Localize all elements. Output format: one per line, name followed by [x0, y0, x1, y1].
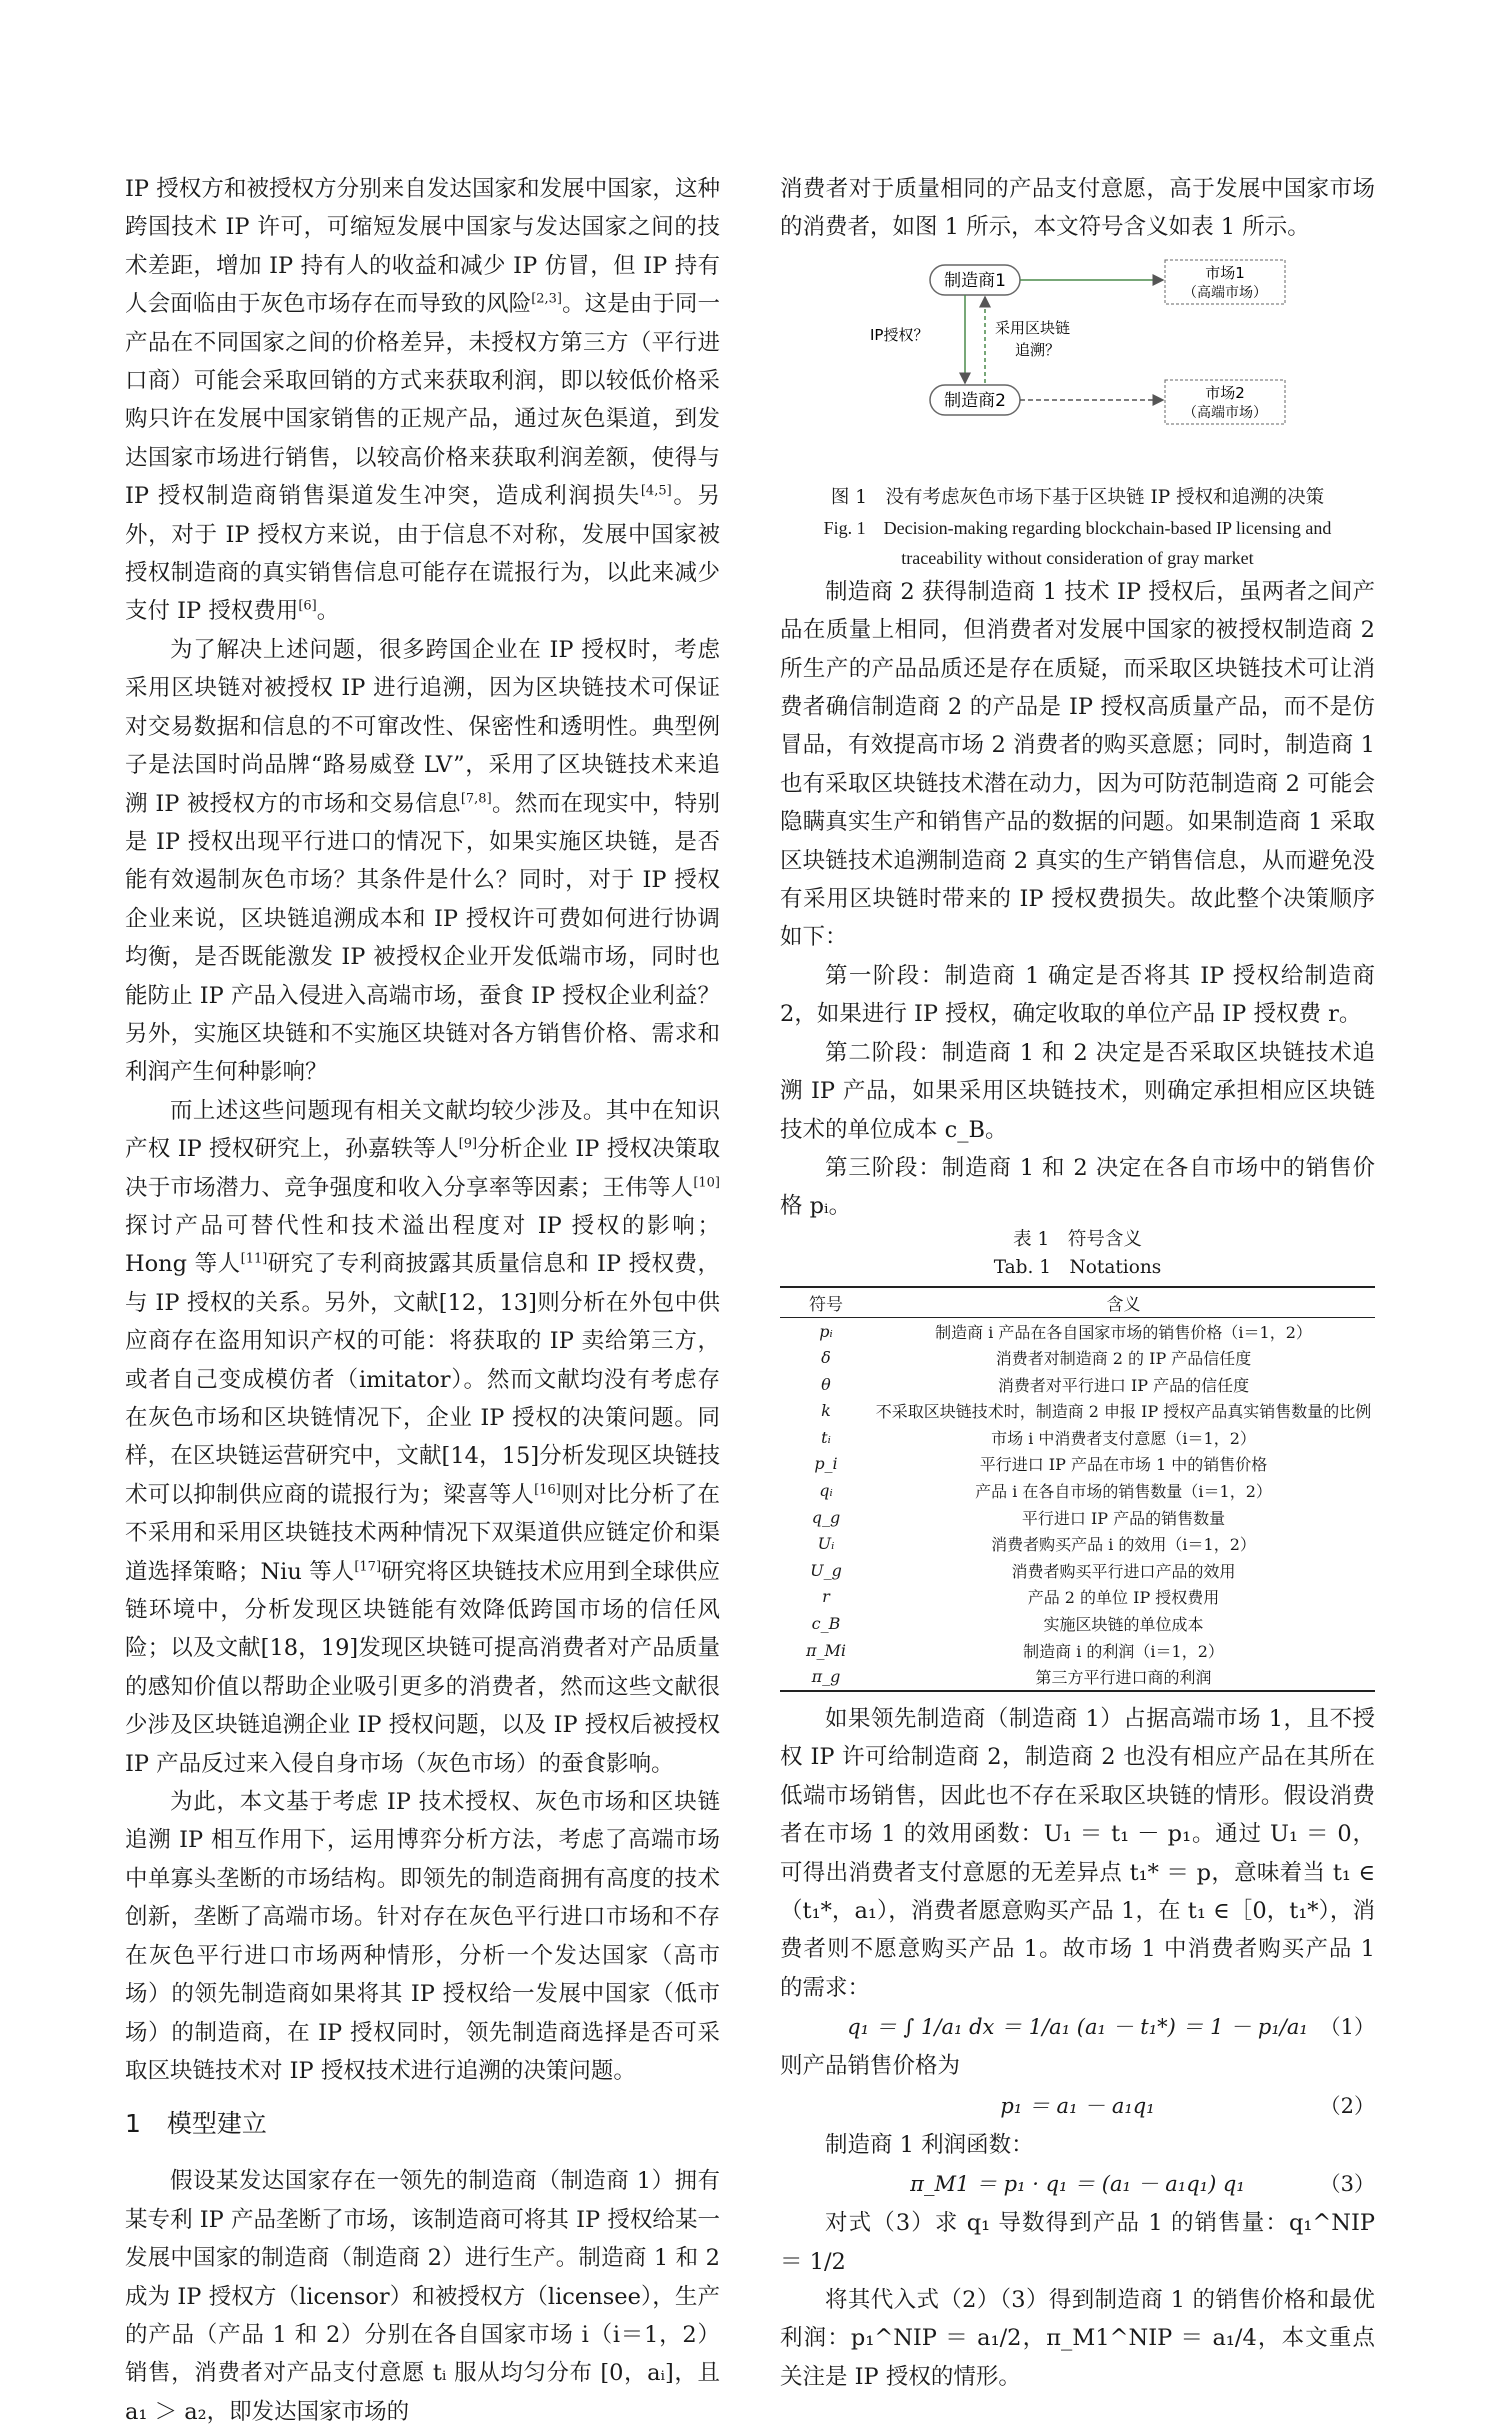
symbol-cell: U_g	[810, 1560, 842, 1580]
equation-number: （2）	[1319, 2093, 1375, 2118]
meaning-cell: 消费者对平行进口 IP 产品的信任度	[997, 1375, 1250, 1395]
table-row	[780, 1451, 1375, 1478]
meaning-cell: 制造商 i 产品在各自国家市场的销售价格（i＝1，2）	[935, 1322, 1312, 1342]
section-heading: 1 模型建立	[125, 2109, 267, 2139]
paragraph: 将其代入式（2）（3）得到制造商 1 的销售价格和最优利润：p₁^NIP ＝ a₁/2，π_M1^NIP ＝ a₁/4，本文重点关注是 IP 授权的情形。	[780, 2286, 1375, 2390]
meaning-cell: 产品 i 在各自市场的销售数量（i＝1，2）	[975, 1482, 1272, 1502]
ip-license-label: IP授权？	[870, 325, 929, 344]
paragraph: 为了解决上述问题，很多跨国企业在 IP 授权时，考虑采用区块链对被授权 IP 进行追溯，因为区块链技术可保证对交易数据和信息的不可窜改性、保密性和透明性。典型例子是法国时尚品牌“路易威登 LV”，采用了区块链技术来追溯 IP 被授权方的市场和交易信息[7,8]。然而在现实中，特别是 IP 授权出现平行进口的情况下，如果实施区块链，是否能有效遏制灰色市场？其条件是什么？同时，对于 IP 授权企业来说，区块链追溯成本和 IP 授权许可费如何进行协调均衡，是否既能激发 IP 被授权企业开发低端市场，同时也能防止 IP 产品入侵进入高端市场，蚕食 IP 授权企业利益？另外，实施区块链和不实施区块链对各方销售价格、需求和利润产生何种影响？	[125, 636, 720, 1086]
manufacturer2-label: 制造商2	[944, 390, 1006, 411]
right-column	[780, 170, 1375, 2396]
equation-1	[780, 2007, 1375, 2047]
symbol-cell: π_Mi	[805, 1640, 846, 1660]
meaning-cell: 平行进口 IP 产品在市场 1 中的销售价格	[979, 1455, 1268, 1475]
table-row	[780, 1477, 1375, 1504]
table-row	[780, 1317, 1375, 1344]
meaning-cell: 实施区块链的单位成本	[1043, 1615, 1204, 1635]
meaning-cell: 不采取区块链技术时，制造商 2 申报 IP 授权产品真实销售数量的比例	[875, 1402, 1372, 1422]
table-row	[780, 1504, 1375, 1531]
table-row	[780, 1398, 1375, 1425]
table-caption: 表 1 符号含义	[1013, 1228, 1142, 1250]
decision-diagram	[780, 255, 1375, 483]
market2-sublabel: （高端市场）	[1183, 404, 1267, 421]
table-row	[780, 1371, 1375, 1398]
figure-caption-en: Fig. 1 Decision-making regarding blockchain-based IP licensing and	[823, 517, 1332, 538]
symbol-cell: k	[821, 1401, 831, 1421]
symbol-cell: π_g	[780, 1663, 872, 1691]
notation-table	[780, 1286, 1375, 1692]
market2-label: 市场2	[1205, 383, 1245, 402]
meaning-cell: 制造商 i 的利润（i＝1，2）	[1023, 1641, 1224, 1661]
equation-number: （3）	[1319, 2172, 1375, 2197]
equation-body: q₁ ＝ ∫ 1/a₁ dx ＝ 1/a₁ (a₁ － t₁*) ＝ 1 － p₁/a₁	[847, 2015, 1308, 2040]
table-header: 含义	[872, 1287, 1375, 1318]
market1-sublabel: （高端市场）	[1183, 284, 1267, 301]
paragraph: 消费者对于质量相同的产品支付意愿，高于发展中国家市场的消费者，如图 1 所示，本文符号含义如表 1 所示。	[780, 176, 1375, 241]
symbol-cell: tᵢ	[821, 1427, 831, 1447]
meaning-cell: 产品 2 的单位 IP 授权费用	[1027, 1588, 1220, 1608]
meaning-cell: 消费者购买平行进口产品的效用	[1011, 1561, 1236, 1581]
equation-2	[780, 2086, 1375, 2126]
symbol-cell: θ	[821, 1374, 831, 1394]
figure-caption-en-2: traceability without consideration of gray market	[901, 547, 1254, 568]
symbol-cell: δ	[821, 1348, 831, 1368]
table-row	[780, 1344, 1375, 1371]
symbol-cell: q_g	[811, 1507, 841, 1527]
symbol-cell: Uᵢ	[817, 1534, 835, 1554]
table-row	[780, 1584, 1375, 1611]
table-row	[780, 1637, 1375, 1664]
paragraph: 制造商 1 利润函数：	[825, 2131, 1034, 2158]
table-header: 符号	[780, 1287, 872, 1318]
figure-1	[780, 255, 1375, 483]
paragraph: 为此，本文基于考虑 IP 技术授权、灰色市场和区块链追溯 IP 相互作用下，运用博弈分析方法，考虑了高端市场中单寡头垄断的市场结构。即领先的制造商拥有高度的技术创新，垄断了高端市场。针对存在灰色平行进口市场和不存在灰色平行进口市场两种情形，分析一个发达国家（高市场）的领先制造商如果将其 IP 授权给一发展中国家（低市场）的制造商，在 IP 授权同时，领先制造商选择是否可采取区块链技术对 IP 授权技术进行追溯的决策问题。	[125, 1789, 720, 2084]
paragraph: 则产品销售价格为	[780, 2053, 961, 2080]
meaning-cell: 消费者对制造商 2 的 IP 产品信任度	[995, 1349, 1252, 1369]
meaning-cell: 消费者购买产品 i 的效用（i＝1，2）	[991, 1535, 1256, 1555]
equation-body: p₁ ＝ a₁ － a₁q₁	[1000, 2093, 1155, 2118]
market1-label: 市场1	[1205, 263, 1245, 282]
blockchain-label: 采用区块链	[995, 318, 1071, 337]
paragraph: 第三阶段：制造商 1 和 2 决定在各自市场中的销售价格 pᵢ。	[780, 1154, 1375, 1220]
symbol-cell: qᵢ	[819, 1481, 833, 1501]
table-row	[780, 1663, 1375, 1691]
table-row	[780, 1557, 1375, 1584]
meaning-cell: 第三方平行进口商的利润	[872, 1663, 1375, 1691]
paragraph: IP 授权方和被授权方分别来自发达国家和发展中国家，这种跨国技术 IP 许可，可缩短发展中国家与发达国家之间的技术差距，增加 IP 持有人的收益和减少 IP 仿冒，但 IP 持有人会面临由于灰色市场存在而导致的风险[2,3]。这是由于同一产品在不同国家之间的价格差异，未授权方第三方（平行进口商）可能会采取回销的方式来获取利润，即以较低价格采购只许在发展中国家销售的正规产品，通过灰色渠道，到发达国家市场进行销售，以较高价格来获取利润差额，使得与 IP 授权制造商销售渠道发生冲突，造成利润损失[4,5]。另外，对于 IP 授权方来说，由于信息不对称，发展中国家被授权制造商的真实销售信息可能存在谎报行为，以此来减少支付 IP 授权费用[6]。	[125, 176, 720, 625]
symbol-cell: c_B	[811, 1614, 841, 1634]
meaning-cell: 平行进口 IP 产品的销售数量	[1021, 1508, 1226, 1528]
symbol-cell: r	[822, 1587, 830, 1607]
table-row	[780, 1610, 1375, 1637]
blockchain-sublabel: 追溯？	[1015, 340, 1061, 359]
table-row	[780, 1424, 1375, 1451]
paragraph: 制造商 2 获得制造商 1 技术 IP 授权后，虽两者之间产品在质量上相同，但消费者对发展中国家的被授权制造商 2 所生产的产品品质还是存在质疑，而采取区块链技术可让消费者确信制造商 2 的产品是 IP 授权高质量产品，而不是仿冒品，有效提高市场 2 消费者的购买意愿；同时，制造商 1 也有采取区块链技术潜在动力，因为可防范制造商 2 可能会隐瞒真实生产和销售产品的数据的问题。如果制造商 1 采取区块链技术追溯制造商 2 真实的生产销售信息，从而避免没有采用区块链时带来的 IP 授权费损失。故此整个决策顺序如下：	[780, 578, 1375, 951]
figure-caption: 图 1 没有考虑灰色市场下基于区块链 IP 授权和追溯的决策	[830, 486, 1325, 508]
paragraph: 第二阶段：制造商 1 和 2 决定是否采取区块链技术追溯 IP 产品，如果采用区块链技术，则确定承担相应区块链技术的单位成本 c_B。	[780, 1039, 1375, 1143]
paragraph: 而上述这些问题现有相关文献均较少涉及。其中在知识产权 IP 授权研究上，孙嘉轶等人[9]分析企业 IP 授权决策取决于市场潜力、竞争强度和收入分享率等因素；王伟等人[10]探讨产品可替代性和技术溢出程度对 IP 授权的影响；Hong 等人[11]研究了专利商披露其质量信息和 IP 授权费，与 IP 授权的关系。另外，文献[12，13]则分析在外包中供应商存在盗用知识产权的可能：将获取的 IP 卖给第三方，或者自己变成模仿者（imitator）。然而文献均没有考虑存在灰色市场和区块链情况下，企业 IP 授权的决策问题。同样，在区块链运营研究中，文献[14，15]分析发现区块链技术可以抑制供应商的谎报行为；梁喜等人[16]则对比分析了在不采用和采用区块链技术两种情况下双渠道供应链定价和渠道选择策略；Niu 等人[17]研究将区块链技术应用到全球供应链环境中，分析发现区块链能有效降低跨国市场的信任风险；以及文献[18，19]发现区块链可提高消费者对产品质量的感知价值以帮助企业吸引更多的消费者，然而这些文献很少涉及区块链追溯企业 IP 授权问题，以及 IP 授权后被授权 IP 产品反过来入侵自身市场（灰色市场）的蚕食影响。	[125, 1097, 720, 1777]
symbol-cell: p_i	[814, 1454, 838, 1474]
left-column	[125, 170, 720, 2431]
equation-3	[780, 2164, 1375, 2204]
manufacturer1-label: 制造商1	[944, 270, 1006, 291]
table-header-row	[780, 1287, 1375, 1318]
paragraph: 如果领先制造商（制造商 1）占据高端市场 1，且不授权 IP 许可给制造商 2，制造商 2 也没有相应产品在其所在低端市场销售，因此也不存在采取区块链的情形。假设消费者在市场 1 的效用函数：U₁ ＝ t₁ － p₁。通过 U₁ ＝ 0，可得出消费者支付意愿的无差异点 t₁* ＝ p，意味着当 t₁ ∈（t₁*，a₁），消费者愿意购买产品 1，在 t₁ ∈［0，t₁*），消费者则不愿意购买产品 1。故市场 1 中消费者购买产品 1 的需求：	[780, 1706, 1375, 2001]
symbol-cell: pᵢ	[819, 1321, 833, 1341]
paragraph: 对式（3）求 q₁ 导数得到产品 1 的销售量：q₁^NIP ＝ 1/2	[780, 2210, 1375, 2275]
table-caption-en: Tab. 1 Notations	[993, 1256, 1162, 1278]
equation-number: （1）	[1319, 2015, 1375, 2040]
equation-body: π_M1 ＝ p₁ · q₁ ＝ (a₁ － a₁q₁) q₁	[910, 2172, 1245, 2197]
meaning-cell: 市场 i 中消费者支付意愿（i＝1，2）	[991, 1428, 1256, 1448]
paragraph: 第一阶段：制造商 1 确定是否将其 IP 授权给制造商 2，如果进行 IP 授权，确定收取的单位产品 IP 授权费 r。	[780, 962, 1375, 1028]
table-row	[780, 1530, 1375, 1557]
paragraph: 假设某发达国家存在一领先的制造商（制造商 1）拥有某专利 IP 产品垄断了市场，该制造商可将其 IP 授权给某一发展中国家的制造商（制造商 2）进行生产。制造商 1 和 2 成为 IP 授权方（licensor）和被授权方（licensee），生产的产品（产品 1 和 2）分别在各自国家市场 i（i＝1，2）销售，消费者对产品支付意愿 tᵢ 服从均匀分布 [0，aᵢ]，且 a₁ ＞ a₂，即发达国家市场的	[125, 2168, 720, 2425]
